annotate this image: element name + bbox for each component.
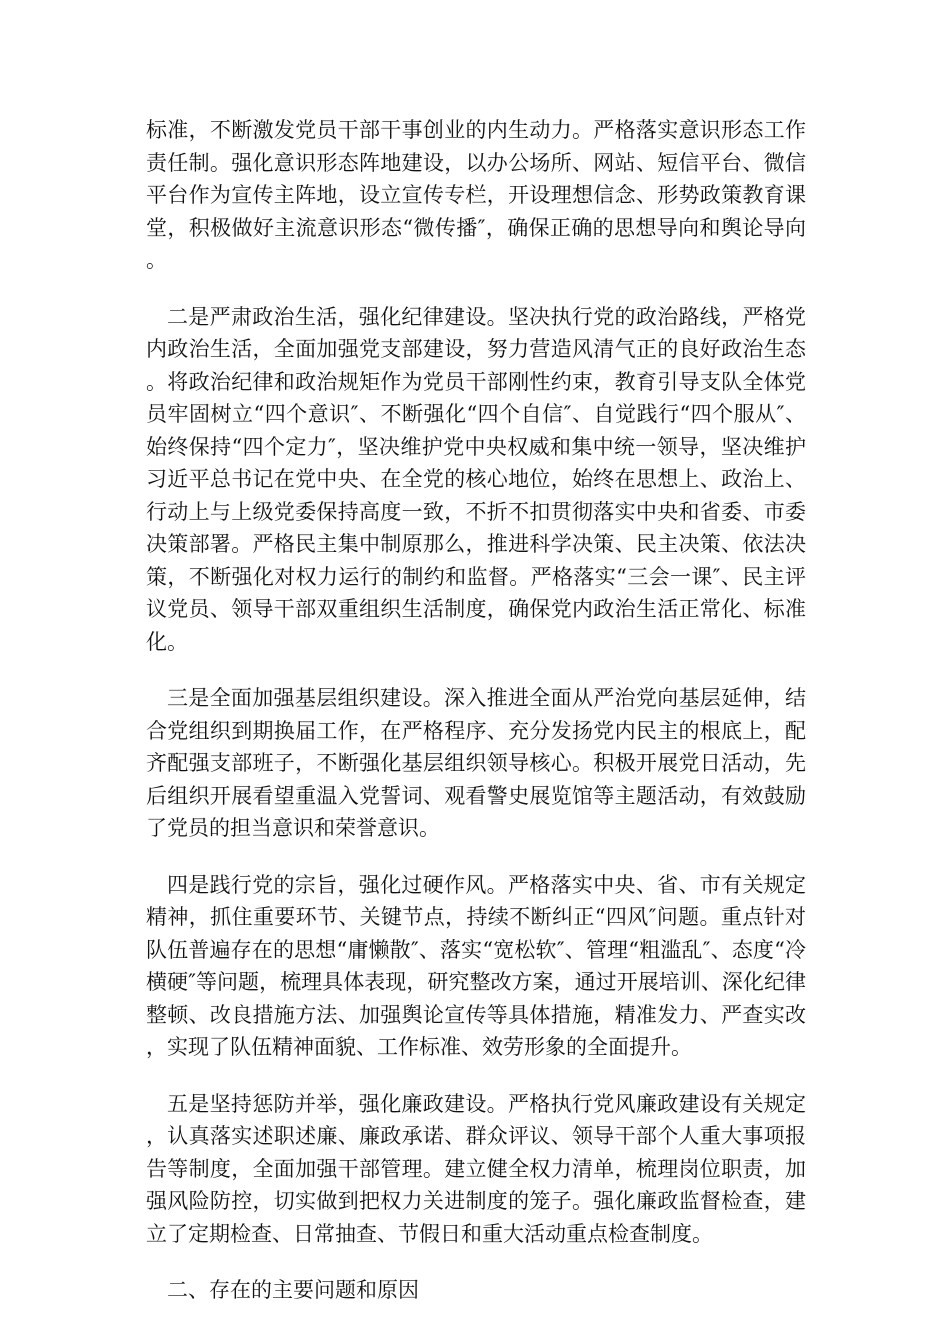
paragraph-work-style: 四是践行党的宗旨，强化过硬作风。严格落实中央、省、市有关规定精神，抓住重要环节、关键节点，持续不断纠正“四风″问题。重点针对队伍普遍存在的思想“庸懒散″、落实“宽松软″、管理“粗滥乱″、态度“冷横硬″等问题，梳理具体表现，研究整改方案，通过开展培训、深化纪律整顿、改良措施方法、加强舆论宣传等具体措施，精准发力、严查实改，实现了队伍精神面貌、工作标准、效劳形象的全面提升。	[146, 872, 806, 1059]
paragraph-political-life: 二是严肃政治生活，强化纪律建设。坚决执行党的政治路线，严格党内政治生活，全面加强党支部建设，努力营造风清气正的良好政治生态。将政治纪律和政治规矩作为党员干部刚性约束，教育引导支队全体党员牢固树立“四个意识″、不断强化“四个自信″、自觉践行“四个服从″、始终保持“四个定力″，坚决维护党中央权威和集中统一领导，坚决维护习近平总书记在党中央、在全党的核心地位，始终在思想上、政治上、行动上与上级党委保持高度一致，不折不扣贯彻落实中央和省委、市委决策部署。严格民主集中制原那么，推进科学决策、民主决策、依法决策，不断强化对权力运行的制约和监督。严格落实“三会一课″、民主评议党员、领导干部双重组织生活制度，确保党内政治生活正常化、标准化。	[146, 304, 806, 654]
document-page	[146, 114, 806, 1307]
paragraph-continuation: 标准，不断激发党员干部干事创业的内生动力。严格落实意识形态工作责任制。强化意识形态阵地建设，以办公场所、网站、短信平台、微信平台作为宣传主阵地，设立宣传专栏，开设理想信念、形势政策教育课堂，积极做好主流意识形态“微传播″，确保正确的思想导向和舆论导向。	[146, 118, 806, 272]
paragraph-grassroots-organization: 三是全面加强基层组织建设。深入推进全面从严治党向基层延伸，结合党组织到期换届工作，在严格程序、充分发扬党内民主的根底上，配齐配强支部班子，不断强化基层组织领导核心。积极开展党日活动，先后组织开展看望重温入党誓词、观看警史展览馆等主题活动，有效鼓励了党员的担当意识和荣誉意识。	[146, 686, 806, 840]
paragraph-clean-government: 五是坚持惩防并举，强化廉政建设。严格执行党风廉政建设有关规定，认真落实述职述廉、廉政承诺、群众评议、领导干部个人重大事项报告等制度，全面加强干部管理。建立健全权力清单，梳理岗位职责，加强风险防控，切实做到把权力关进制度的笼子。强化廉政监督检查，建立了定期检查、日常抽查、节假日和重大活动重点检查制度。	[146, 1091, 806, 1246]
section-heading: 二、存在的主要问题和原因	[167, 1278, 419, 1302]
